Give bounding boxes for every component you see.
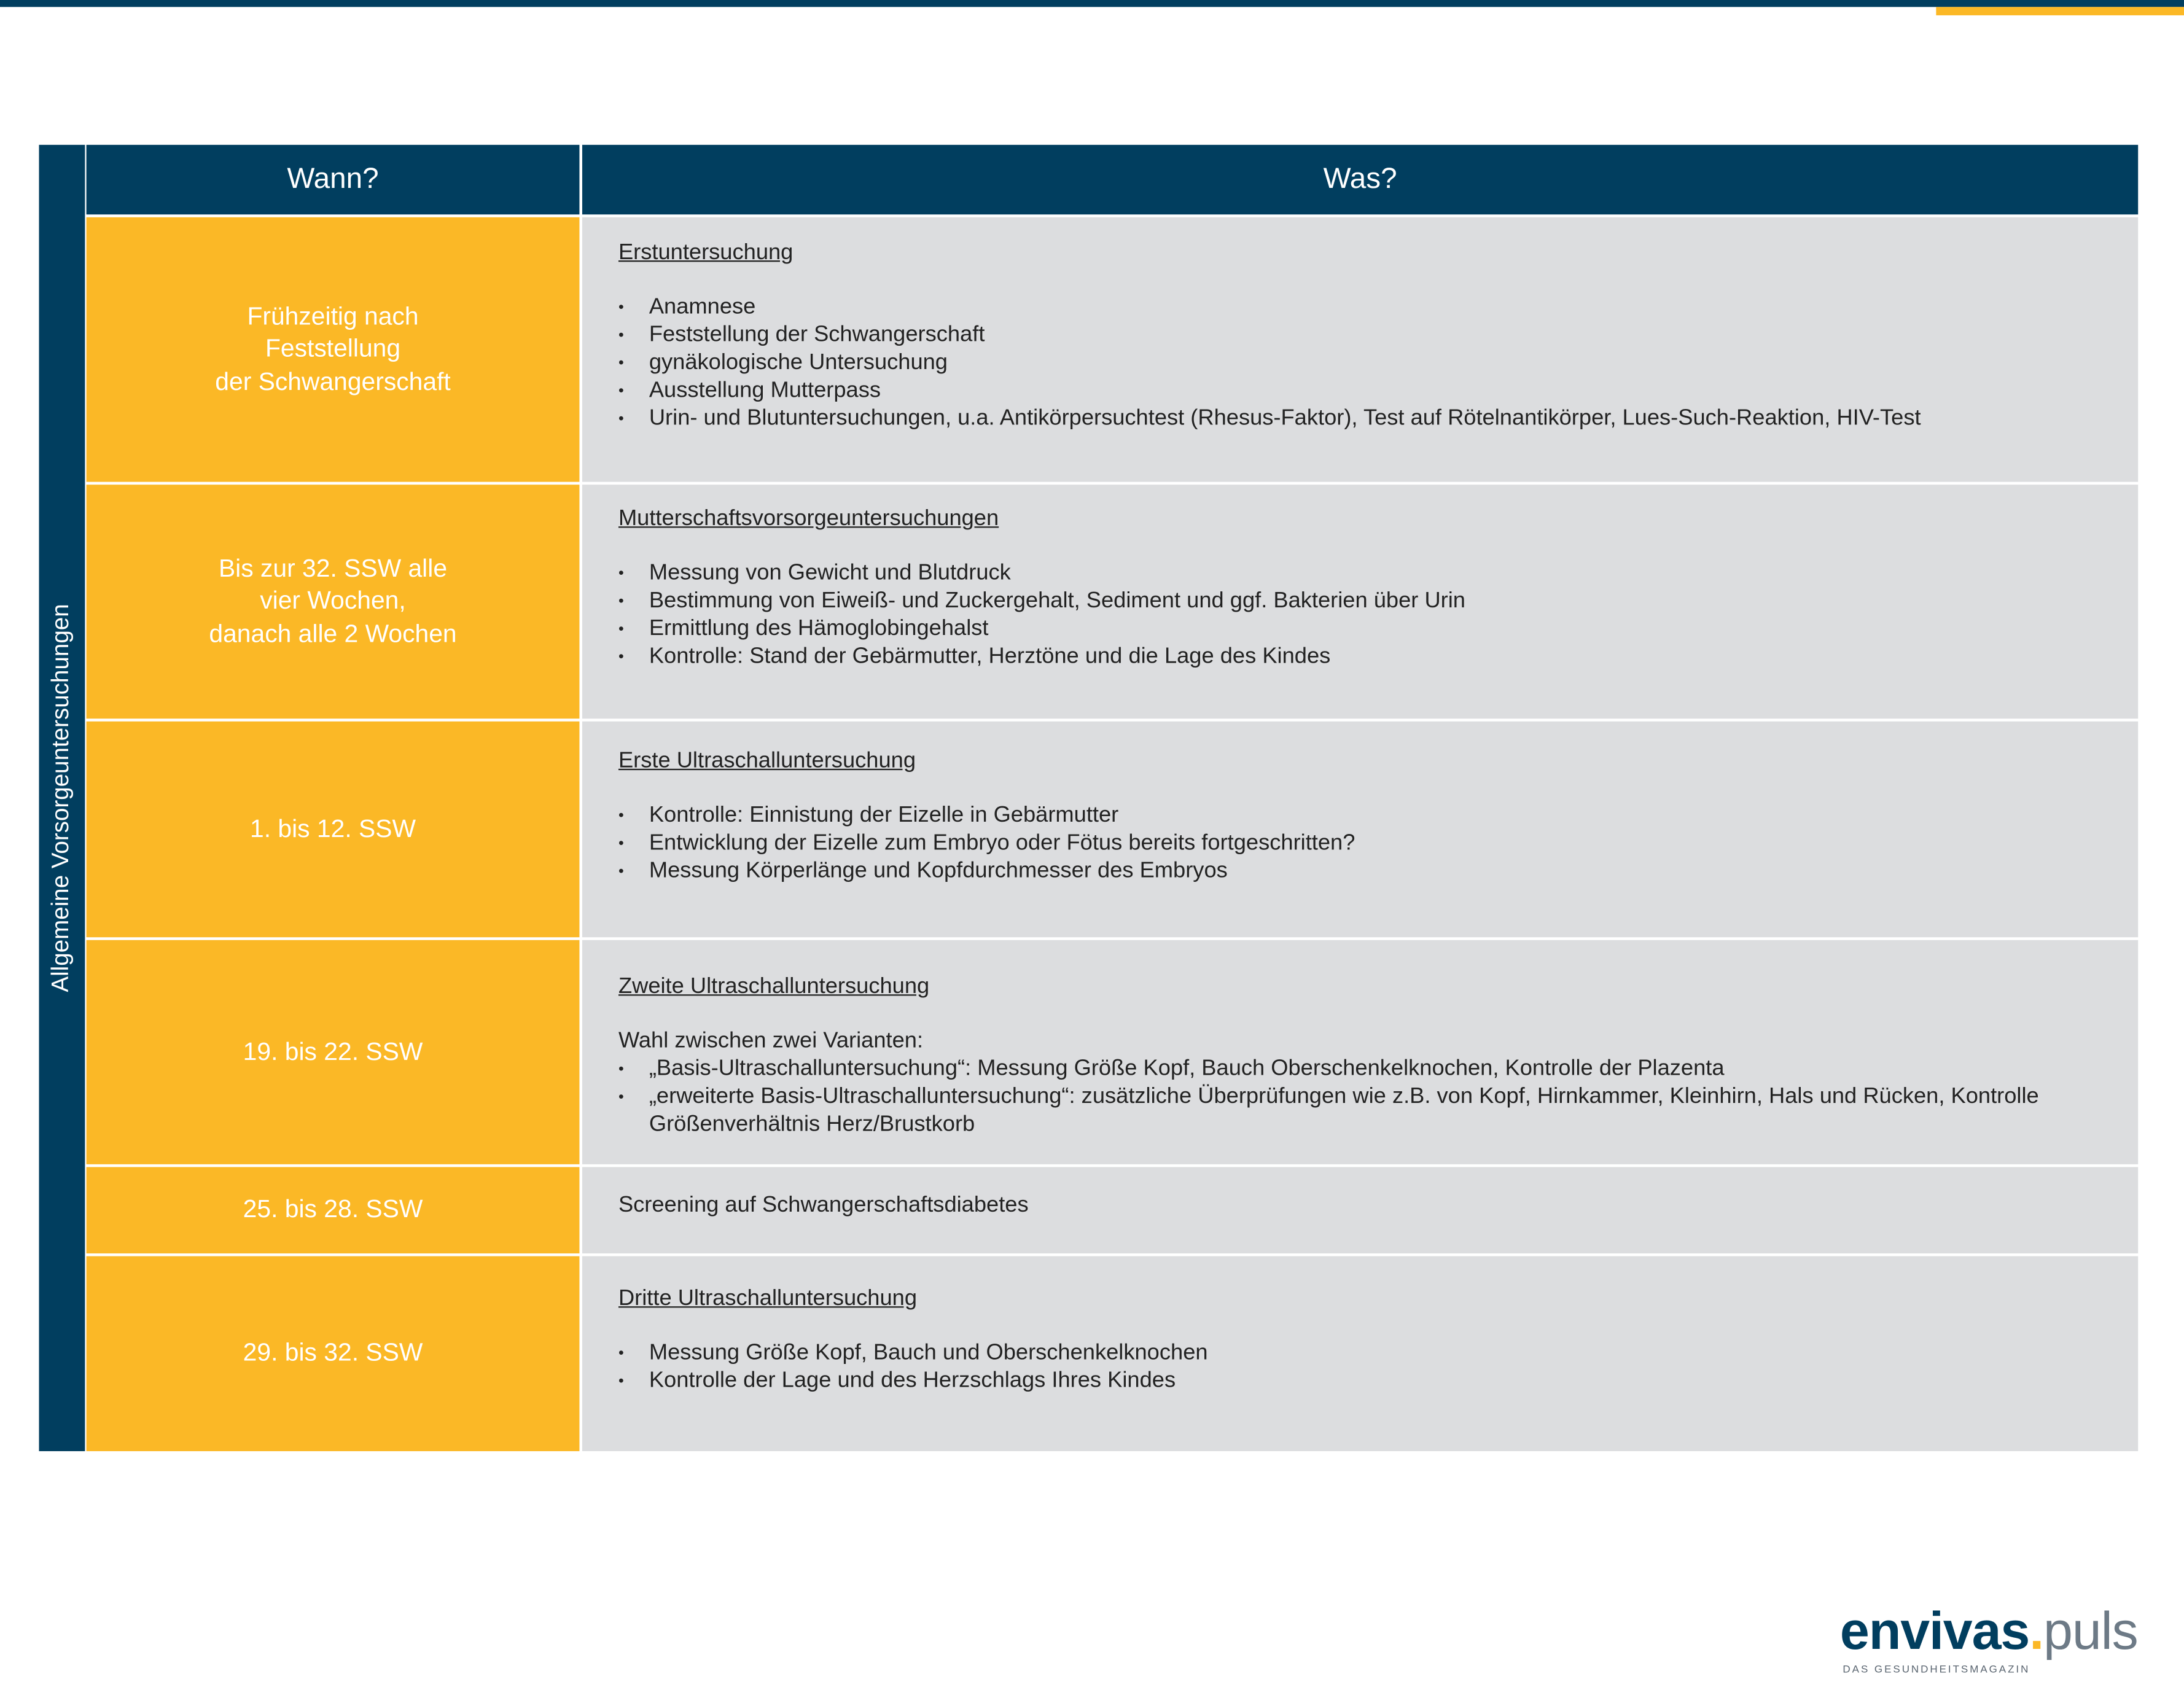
screening-text: Screening auf Schwangerschaftsdiabetes bbox=[618, 1193, 1029, 1218]
what-cell-5 bbox=[582, 1167, 2138, 1253]
list-item: • Messung Körperlänge und Kopfdurchmesser des Embryos bbox=[618, 858, 2138, 886]
what-cell-3 bbox=[582, 722, 2138, 938]
when-line: 19. bis 22. SSW bbox=[243, 1037, 423, 1065]
what-cell-4 bbox=[582, 940, 2138, 1164]
what-cell-2 bbox=[582, 485, 2138, 719]
when-cell-5 bbox=[87, 1167, 580, 1253]
top-accent-bar bbox=[1936, 7, 2184, 15]
list-item: • Ermittlung des Hämoglobingehalst bbox=[618, 615, 2138, 643]
when-cell-4 bbox=[87, 940, 580, 1164]
header-was: Was? bbox=[582, 145, 2138, 214]
item-list bbox=[618, 1340, 2138, 1396]
list-item: • Kontrolle: Einnistung der Eizelle in Gebärmutter bbox=[618, 802, 2138, 830]
list-item: • gynäkologische Untersuchung bbox=[618, 349, 2138, 377]
section-title: Mutterschaftsvorsorgeuntersuchungen bbox=[618, 507, 999, 531]
logo-tagline: DAS GESUNDHEITSMAGAZIN bbox=[1843, 1662, 2030, 1676]
section-title: Erstuntersuchung bbox=[618, 241, 794, 265]
list-item: • Urin- und Blutuntersuchungen, u.a. Antikörpersuchtest (Rhesus-Faktor), Test auf Rötelnantikörper, Lues-Such-Reaktion, HIV-Test bbox=[618, 405, 2138, 433]
what-cell-1 bbox=[582, 217, 2138, 482]
list-item: • Kontrolle: Stand der Gebärmutter, Herztöne und die Lage des Kindes bbox=[618, 644, 2138, 671]
header-wann: Wann? bbox=[87, 145, 580, 214]
section-title: Zweite Ultraschalluntersuchung bbox=[618, 975, 930, 999]
list-item: • Entwicklung der Eizelle zum Embryo oder Fötus bereits fortgeschritten? bbox=[618, 830, 2138, 858]
logo-suffix: puls bbox=[2043, 1603, 2138, 1662]
brand-logo bbox=[1840, 1602, 2138, 1675]
item-list bbox=[618, 294, 2138, 434]
when-line: Bis zur 32. SSW alle bbox=[218, 554, 448, 582]
when-cell-3 bbox=[87, 722, 580, 938]
top-bar bbox=[0, 0, 2184, 7]
when-line: Feststellung bbox=[265, 334, 401, 363]
what-cell-6 bbox=[582, 1256, 2138, 1451]
when-cell-1 bbox=[87, 217, 580, 482]
section-title: Erste Ultraschalluntersuchung bbox=[618, 749, 916, 773]
list-item: • „Basis-Ultraschalluntersuchung“: Messung Größe Kopf, Bauch Oberschenkelknochen, Kontrolle der Plazenta bbox=[618, 1056, 2138, 1083]
sidebar-label-box bbox=[39, 145, 85, 1451]
when-line: der Schwangerschaft bbox=[215, 367, 451, 395]
sidebar-label: Allgemeine Vorsorgeuntersuchungen bbox=[47, 604, 74, 992]
when-line: danach alle 2 Wochen bbox=[209, 619, 457, 647]
intro-text: Wahl zwischen zwei Varianten: bbox=[618, 1029, 924, 1053]
item-list bbox=[618, 1056, 2138, 1139]
when-line: Frühzeitig nach bbox=[247, 302, 419, 330]
list-item: • „erweiterte Basis-Ultraschalluntersuchung“: zusätzliche Überprüfungen wie z.B. von Kopf, Hirnkammer, Kleinhirn, Hals und Rücken, Kontrolle Größenverhältnis Herz/Brustkorb bbox=[618, 1083, 2138, 1139]
list-item: • Messung Größe Kopf, Bauch und Oberschenkelknochen bbox=[618, 1340, 2138, 1368]
logo-wordmark bbox=[1840, 1602, 2138, 1663]
list-item: • Kontrolle der Lage und des Herzschlags Ihres Kindes bbox=[618, 1368, 2138, 1395]
when-line: 25. bis 28. SSW bbox=[243, 1195, 423, 1223]
when-cell-2 bbox=[87, 485, 580, 719]
when-line: 1. bis 12. SSW bbox=[250, 814, 416, 843]
when-cell-6 bbox=[87, 1256, 580, 1451]
list-item: • Bestimmung von Eiweiß- und Zuckergehalt, Sediment und ggf. Bakterien über Urin bbox=[618, 588, 2138, 615]
when-line: 29. bis 32. SSW bbox=[243, 1338, 423, 1367]
item-list bbox=[618, 560, 2138, 671]
list-item: • Messung von Gewicht und Blutdruck bbox=[618, 560, 2138, 588]
logo-brand: envivas bbox=[1839, 1603, 2030, 1662]
list-item: • Feststellung der Schwangerschaft bbox=[618, 322, 2138, 349]
list-item: • Anamnese bbox=[618, 294, 2138, 322]
section-title: Dritte Ultraschalluntersuchung bbox=[618, 1287, 918, 1311]
list-item: • Ausstellung Mutterpass bbox=[618, 378, 2138, 405]
item-list bbox=[618, 802, 2138, 886]
logo-dot: . bbox=[2029, 1603, 2044, 1662]
when-line: vier Wochen, bbox=[260, 586, 406, 615]
